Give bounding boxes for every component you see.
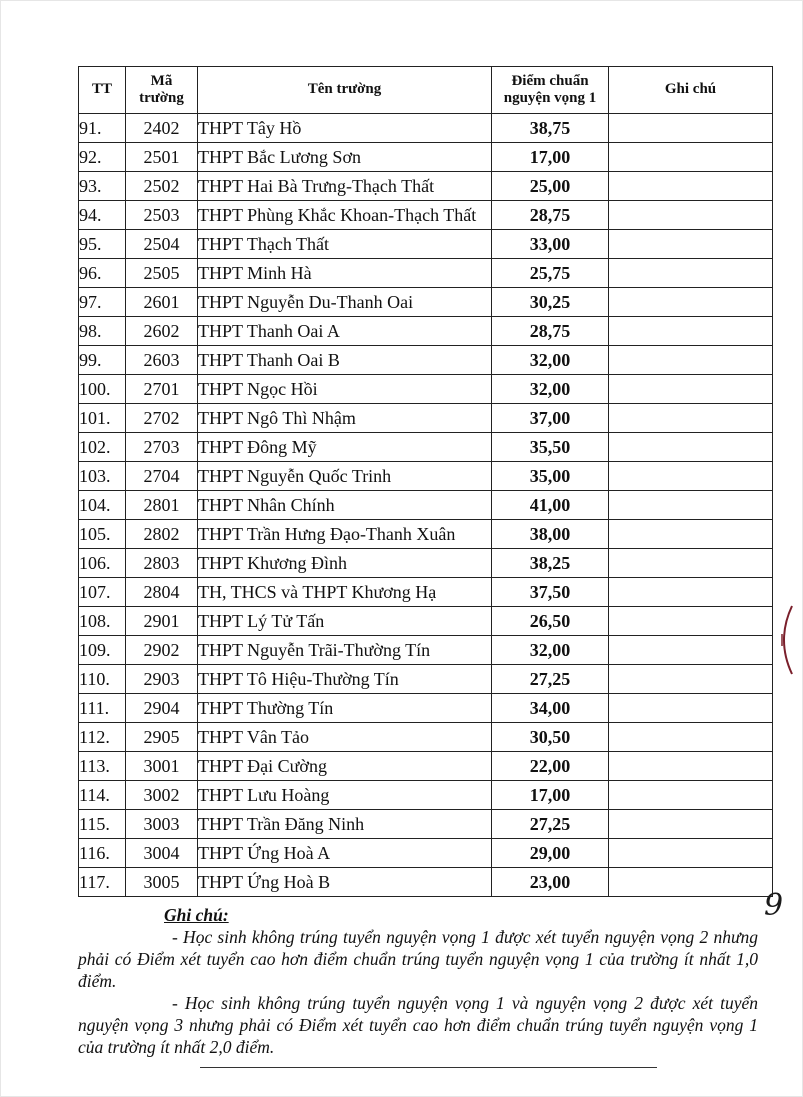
- header-tt: TT: [79, 67, 126, 114]
- cell-school-code: 2801: [126, 491, 198, 520]
- table-row: [79, 230, 773, 259]
- cell-cutoff-score: 30,50: [492, 723, 609, 752]
- notes-title: Ghi chú:: [164, 905, 229, 925]
- cell-row-number: 113.: [79, 752, 126, 781]
- cell-school-code: 2904: [126, 694, 198, 723]
- cell-cutoff-score: 25,75: [492, 259, 609, 288]
- cell-school-code: 2502: [126, 172, 198, 201]
- cell-school-code: 2702: [126, 404, 198, 433]
- cell-note: [609, 549, 773, 578]
- cell-school-code: 3004: [126, 839, 198, 868]
- cell-note: [609, 375, 773, 404]
- cell-note: [609, 694, 773, 723]
- cell-note: [609, 665, 773, 694]
- cell-note: [609, 578, 773, 607]
- cell-row-number: 94.: [79, 201, 126, 230]
- cell-cutoff-score: 27,25: [492, 665, 609, 694]
- cell-cutoff-score: 28,75: [492, 317, 609, 346]
- cell-row-number: 91.: [79, 114, 126, 143]
- cell-row-number: 107.: [79, 578, 126, 607]
- table-row: [79, 607, 773, 636]
- cell-school-code: 2704: [126, 462, 198, 491]
- cell-school-code: 2905: [126, 723, 198, 752]
- cell-school-name: THPT Tô Hiệu-Thường Tín: [198, 665, 492, 694]
- table-header-row: [79, 67, 773, 114]
- table-row: [79, 114, 773, 143]
- cell-note: [609, 723, 773, 752]
- handwritten-page-mark: 9: [764, 888, 784, 923]
- cell-school-code: 2903: [126, 665, 198, 694]
- cell-note: [609, 433, 773, 462]
- cell-school-code: 2802: [126, 520, 198, 549]
- cell-row-number: 99.: [79, 346, 126, 375]
- cell-cutoff-score: 23,00: [492, 868, 609, 897]
- closing-rule: [200, 1067, 657, 1068]
- table-row: [79, 549, 773, 578]
- table-row: [79, 723, 773, 752]
- cell-school-name: THPT Vân Tảo: [198, 723, 492, 752]
- cell-school-code: 2703: [126, 433, 198, 462]
- cell-row-number: 92.: [79, 143, 126, 172]
- cell-school-code: 3001: [126, 752, 198, 781]
- margin-bracket-mark: [772, 604, 798, 676]
- cell-note: [609, 636, 773, 665]
- cell-school-name: THPT Hai Bà Trưng-Thạch Thất: [198, 172, 492, 201]
- cell-school-code: 3003: [126, 810, 198, 839]
- cell-school-code: 2603: [126, 346, 198, 375]
- cell-note: [609, 230, 773, 259]
- cell-cutoff-score: 34,00: [492, 694, 609, 723]
- cell-row-number: 114.: [79, 781, 126, 810]
- cell-note: [609, 201, 773, 230]
- cell-note: [609, 810, 773, 839]
- table-row: [79, 433, 773, 462]
- table-row: [79, 317, 773, 346]
- table-row: [79, 781, 773, 810]
- cell-note: [609, 404, 773, 433]
- cell-row-number: 108.: [79, 607, 126, 636]
- cell-note: [609, 491, 773, 520]
- cell-school-name: THPT Nguyễn Quốc Trinh: [198, 462, 492, 491]
- cell-cutoff-score: 27,25: [492, 810, 609, 839]
- cell-row-number: 97.: [79, 288, 126, 317]
- table-row: [79, 288, 773, 317]
- cell-cutoff-score: 32,00: [492, 346, 609, 375]
- cell-row-number: 106.: [79, 549, 126, 578]
- cell-school-code: 2602: [126, 317, 198, 346]
- note-paragraph-2: - Học sinh không trúng tuyển nguyện vọng 1 và nguyện vọng 2 được xét tuyển nguyện vọng 3 nhưng phải có Điểm xét tuyển cao hơn điểm chuẩn trúng tuyển nguyện vọng 1 của trường ít nhất 2,0 điểm.: [78, 993, 758, 1057]
- cell-school-code: 2505: [126, 259, 198, 288]
- cell-cutoff-score: 28,75: [492, 201, 609, 230]
- cell-note: [609, 143, 773, 172]
- cell-school-code: 3005: [126, 868, 198, 897]
- cell-note: [609, 288, 773, 317]
- cell-school-name: THPT Thanh Oai A: [198, 317, 492, 346]
- cell-row-number: 104.: [79, 491, 126, 520]
- cell-row-number: 112.: [79, 723, 126, 752]
- table-row: [79, 810, 773, 839]
- cell-note: [609, 462, 773, 491]
- cell-school-name: THPT Phùng Khắc Khoan-Thạch Thất: [198, 201, 492, 230]
- table-row: [79, 868, 773, 897]
- notes-section: [78, 904, 758, 1058]
- cell-school-code: 2504: [126, 230, 198, 259]
- cell-school-name: THPT Nguyễn Du-Thanh Oai: [198, 288, 492, 317]
- cell-row-number: 102.: [79, 433, 126, 462]
- cell-cutoff-score: 38,75: [492, 114, 609, 143]
- cell-note: [609, 752, 773, 781]
- cell-row-number: 93.: [79, 172, 126, 201]
- cell-note: [609, 607, 773, 636]
- cell-row-number: 115.: [79, 810, 126, 839]
- table-row: [79, 375, 773, 404]
- table-row: [79, 462, 773, 491]
- cell-school-name: THPT Ngọc Hồi: [198, 375, 492, 404]
- cell-cutoff-score: 32,00: [492, 636, 609, 665]
- cell-school-name: THPT Khương Đình: [198, 549, 492, 578]
- cell-school-name: THPT Nhân Chính: [198, 491, 492, 520]
- cell-row-number: 110.: [79, 665, 126, 694]
- cell-cutoff-score: 35,00: [492, 462, 609, 491]
- cutoff-score-table: [78, 66, 773, 897]
- cell-school-name: THPT Đại Cường: [198, 752, 492, 781]
- cell-row-number: 116.: [79, 839, 126, 868]
- table-row: [79, 259, 773, 288]
- cell-row-number: 105.: [79, 520, 126, 549]
- cell-cutoff-score: 30,25: [492, 288, 609, 317]
- cell-school-code: 2701: [126, 375, 198, 404]
- cell-school-name: THPT Thạch Thất: [198, 230, 492, 259]
- table-row: [79, 201, 773, 230]
- cell-note: [609, 346, 773, 375]
- cell-row-number: 101.: [79, 404, 126, 433]
- cell-school-name: THPT Thường Tín: [198, 694, 492, 723]
- header-school-code: Mã trường: [126, 67, 198, 114]
- cell-cutoff-score: 29,00: [492, 839, 609, 868]
- table-row: [79, 143, 773, 172]
- cell-school-code: 2601: [126, 288, 198, 317]
- cell-school-name: THPT Ứng Hoà B: [198, 868, 492, 897]
- cell-school-code: 2901: [126, 607, 198, 636]
- cell-school-name: THPT Bắc Lương Sơn: [198, 143, 492, 172]
- table-row: [79, 520, 773, 549]
- table-row: [79, 491, 773, 520]
- header-cutoff-score: Điểm chuẩn nguyện vọng 1: [492, 67, 609, 114]
- cell-school-code: 2902: [126, 636, 198, 665]
- cell-cutoff-score: 38,00: [492, 520, 609, 549]
- cell-cutoff-score: 17,00: [492, 781, 609, 810]
- cell-cutoff-score: 37,50: [492, 578, 609, 607]
- cell-row-number: 100.: [79, 375, 126, 404]
- cell-note: [609, 520, 773, 549]
- cell-school-name: THPT Lý Tử Tấn: [198, 607, 492, 636]
- table-row: [79, 694, 773, 723]
- cell-row-number: 96.: [79, 259, 126, 288]
- table-row: [79, 752, 773, 781]
- cell-cutoff-score: 35,50: [492, 433, 609, 462]
- cell-row-number: 103.: [79, 462, 126, 491]
- cell-note: [609, 839, 773, 868]
- cell-row-number: 111.: [79, 694, 126, 723]
- table-row: [79, 839, 773, 868]
- cell-cutoff-score: 25,00: [492, 172, 609, 201]
- cell-row-number: 95.: [79, 230, 126, 259]
- table-row: [79, 172, 773, 201]
- cell-school-name: THPT Trần Hưng Đạo-Thanh Xuân: [198, 520, 492, 549]
- note-paragraph-1: - Học sinh không trúng tuyển nguyện vọng 1 được xét tuyển nguyện vọng 2 nhưng phải có Điểm xét tuyển cao hơn điểm chuẩn trúng tuyển nguyện vọng 1 của trường ít nhất 1,0 điểm.: [78, 927, 758, 991]
- cell-note: [609, 317, 773, 346]
- cell-school-code: 2503: [126, 201, 198, 230]
- cell-cutoff-score: 33,00: [492, 230, 609, 259]
- cell-school-name: THPT Ứng Hoà A: [198, 839, 492, 868]
- cell-row-number: 98.: [79, 317, 126, 346]
- table-row: [79, 404, 773, 433]
- cell-school-code: 3002: [126, 781, 198, 810]
- header-note: Ghi chú: [609, 67, 773, 114]
- cell-cutoff-score: 38,25: [492, 549, 609, 578]
- cell-school-name: THPT Ngô Thì Nhậm: [198, 404, 492, 433]
- cell-school-name: THPT Tây Hồ: [198, 114, 492, 143]
- cell-school-name: THPT Lưu Hoàng: [198, 781, 492, 810]
- cell-school-name: THPT Thanh Oai B: [198, 346, 492, 375]
- table-row: [79, 636, 773, 665]
- cell-school-name: THPT Minh Hà: [198, 259, 492, 288]
- cell-school-code: 2803: [126, 549, 198, 578]
- table-row: [79, 346, 773, 375]
- cell-cutoff-score: 32,00: [492, 375, 609, 404]
- cell-school-code: 2804: [126, 578, 198, 607]
- cell-school-code: 2501: [126, 143, 198, 172]
- table-row: [79, 665, 773, 694]
- cell-school-name: THPT Đông Mỹ: [198, 433, 492, 462]
- cell-row-number: 117.: [79, 868, 126, 897]
- cell-note: [609, 868, 773, 897]
- cell-school-name: THPT Nguyễn Trãi-Thường Tín: [198, 636, 492, 665]
- cell-note: [609, 114, 773, 143]
- cell-note: [609, 172, 773, 201]
- cell-cutoff-score: 26,50: [492, 607, 609, 636]
- cell-cutoff-score: 17,00: [492, 143, 609, 172]
- header-school-name: Tên trường: [198, 67, 492, 114]
- cell-row-number: 109.: [79, 636, 126, 665]
- cell-school-code: 2402: [126, 114, 198, 143]
- table-row: [79, 578, 773, 607]
- cell-note: [609, 781, 773, 810]
- cell-cutoff-score: 41,00: [492, 491, 609, 520]
- cell-school-name: THPT Trần Đăng Ninh: [198, 810, 492, 839]
- cell-school-name: TH, THCS và THPT Khương Hạ: [198, 578, 492, 607]
- cell-cutoff-score: 22,00: [492, 752, 609, 781]
- cell-cutoff-score: 37,00: [492, 404, 609, 433]
- cell-note: [609, 259, 773, 288]
